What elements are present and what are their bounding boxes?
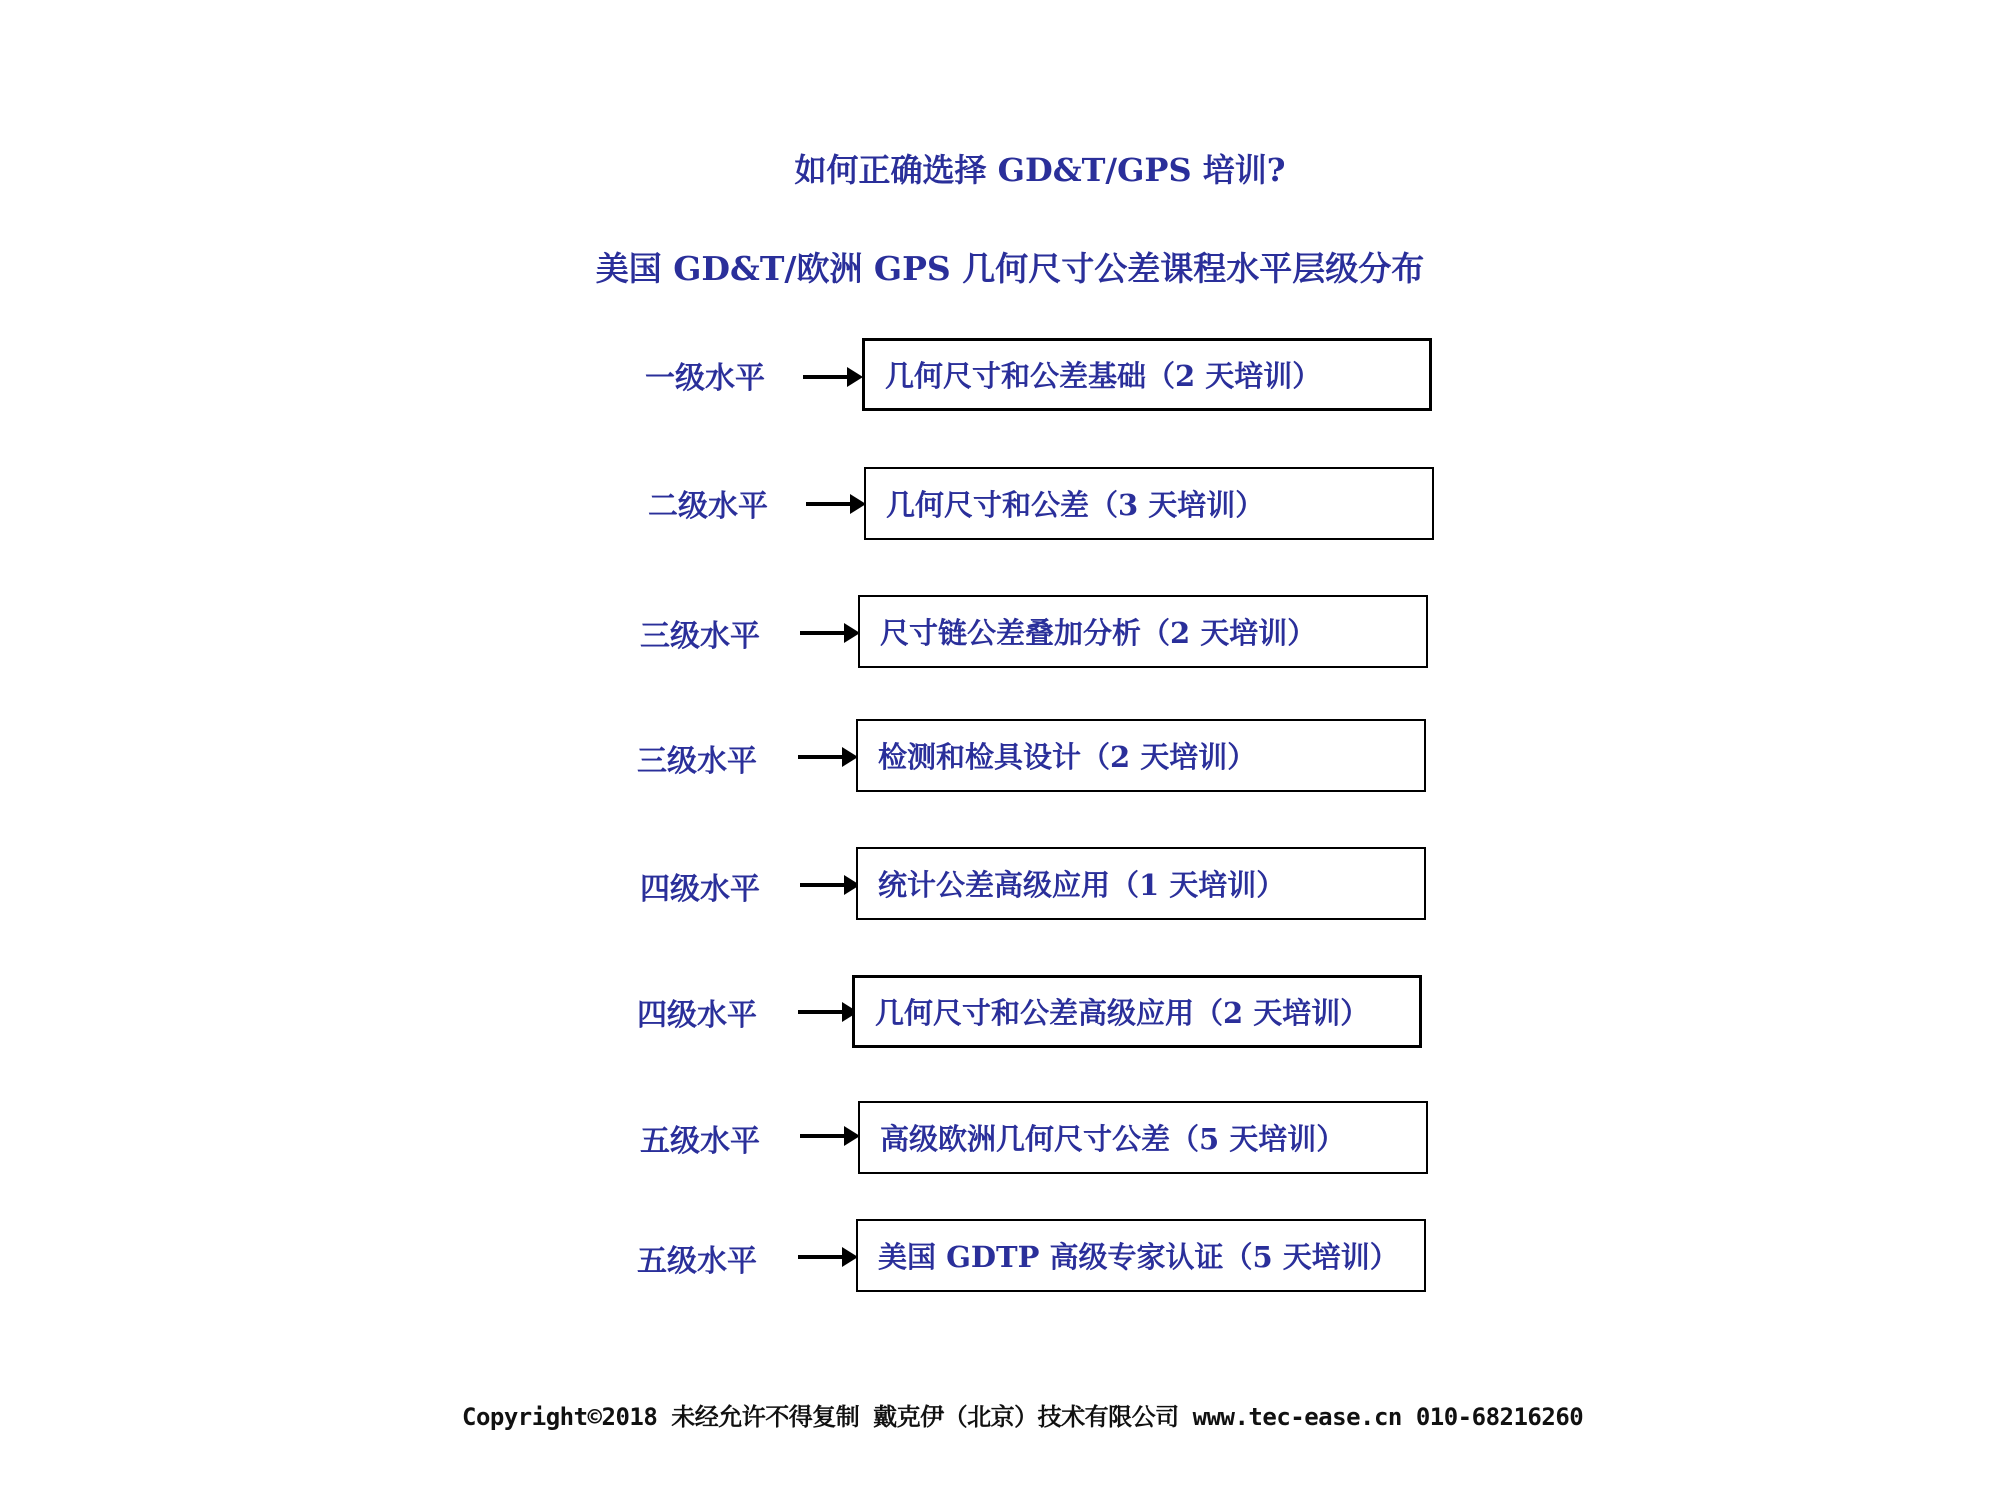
course-box-6 <box>852 975 1422 1048</box>
level-label-3: 三级水平 <box>640 619 760 654</box>
copyright-footer: Copyright©2018 未经允许不得复制 戴克伊（北京）技术有限公司 www.tec-ease.cn 010-68216260 <box>462 1403 1584 1431</box>
level-label-5: 四级水平 <box>640 872 760 907</box>
level-label-8: 五级水平 <box>637 1244 757 1279</box>
arrow-icon <box>798 997 858 1027</box>
arrow-icon <box>800 870 860 900</box>
course-label-1: 几何尺寸和公差基础（2 天培训） <box>885 359 1322 393</box>
course-label-2: 几何尺寸和公差（3 天培训） <box>886 488 1265 522</box>
course-box-2 <box>864 467 1434 540</box>
level-label-1: 一级水平 <box>645 361 765 396</box>
arrow-icon <box>798 742 858 772</box>
page-subtitle: 美国 GD&T/欧洲 GPS 几何尺寸公差课程水平层级分布 <box>595 249 1425 288</box>
course-label-7: 高级欧洲几何尺寸公差（5 天培训） <box>880 1122 1346 1156</box>
course-box-7 <box>858 1101 1428 1174</box>
arrow-icon <box>806 489 866 519</box>
course-box-4 <box>856 719 1426 792</box>
arrow-icon <box>800 1121 860 1151</box>
course-box-6 <box>856 847 1426 920</box>
course-label-3: 尺寸链公差叠加分析（2 天培训） <box>880 616 1317 650</box>
course-label-5: 统计公差高级应用（1 天培训） <box>878 868 1286 902</box>
course-box-3 <box>858 595 1428 668</box>
level-label-2: 二级水平 <box>648 489 768 524</box>
page-title: 如何正确选择 GD&T/GPS 培训? <box>794 151 1286 189</box>
course-label-8: 美国 GDTP 高级专家认证（5 天培训） <box>878 1240 1399 1274</box>
level-label-4: 三级水平 <box>637 744 757 779</box>
course-box-8 <box>856 1219 1426 1292</box>
course-box-1 <box>862 338 1432 411</box>
arrow-icon <box>798 1242 858 1272</box>
level-label-7: 五级水平 <box>640 1124 760 1159</box>
course-label-6: 几何尺寸和公差高级应用（2 天培训） <box>875 996 1370 1030</box>
arrow-icon <box>803 362 863 392</box>
level-label-6: 四级水平 <box>637 998 757 1033</box>
course-label-4: 检测和检具设计（2 天培训） <box>878 740 1257 774</box>
arrow-icon <box>800 618 860 648</box>
